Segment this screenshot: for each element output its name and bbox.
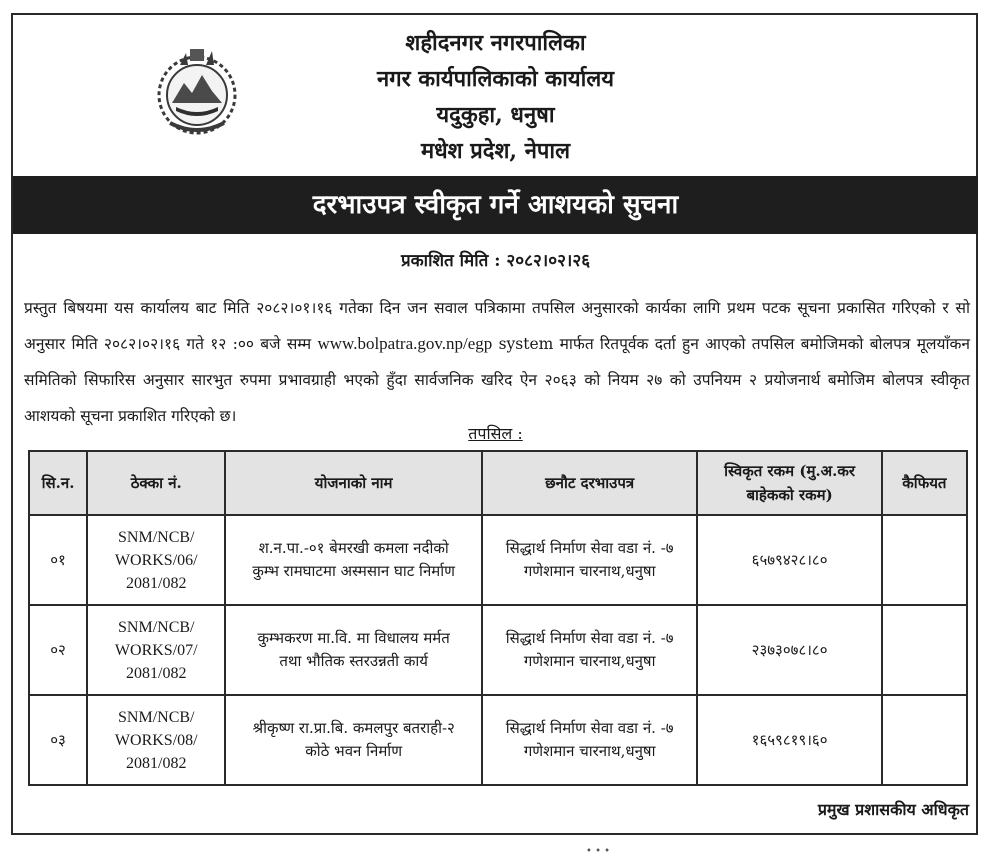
cell-amount: २३७३०७८।८० bbox=[697, 605, 881, 695]
body-paragraph-part2: system मार्फत रितपूर्वक दर्ता हुन आएको तपसिल बमोजिमको बोलपत्र मूलयाँकन समितिको सिफारिस अनुसार सारभुत रुपमा प्रभावग्राही भएको हुँदा सार्वजनिक खरिद ऐन २०६३ को नियम २७ को उपनियम २ प्रयोजनार्थ बमोजिम बोलपत्र स्वीकृत आशयको सूचना प्रकाशित गरिएको छ। bbox=[24, 335, 970, 425]
cell-bid: सिद्धार्थ निर्माण सेवा वडा नं. -७ गणेशमान चारनाथ,धनुषा bbox=[482, 605, 697, 695]
office-address: यदुकुहा, धनुषा bbox=[436, 102, 555, 128]
cell-sn: ०१ bbox=[29, 515, 87, 605]
bolpatra-link[interactable]: www.bolpatra.gov.np/egp bbox=[317, 334, 493, 353]
cell-amount: १६५९८१९।६० bbox=[697, 695, 881, 785]
table-header-row bbox=[29, 451, 967, 515]
municipality-name: शहीदनगर नगरपालिका bbox=[405, 30, 586, 56]
province-country: मधेश प्रदेश, नेपाल bbox=[420, 138, 571, 164]
col-header-remarks: कैफियत bbox=[882, 451, 967, 515]
notice-title-banner: दरभाउपत्र स्वीकृत गर्ने आशयको सुचना bbox=[13, 176, 978, 234]
notice-body bbox=[24, 290, 970, 434]
col-header-bid: छनौट दरभाउपत्र bbox=[482, 451, 697, 515]
published-date: प्रकाशित मिति : २०८२।०२।२६ bbox=[400, 251, 591, 271]
col-header-project: योजनाको नाम bbox=[225, 451, 482, 515]
cell-bid: सिद्धार्थ निर्माण सेवा वडा नं. -७ गणेशमान चारनाथ,धनुषा bbox=[482, 695, 697, 785]
works-table bbox=[28, 450, 968, 786]
body-paragraph-part1: प्रस्तुत बिषयमा यस कार्यालय बाट मिति २०८२।०१।१६ गतेका दिन जन सवाल पत्रिकामा तपसिल अनुसारको कार्यका लागि प्रथम पटक सूचना प्रकासित गरिएको र सो अनुसार मिति २०८२।०२।१६ गते १२ :०० बजे सम्म bbox=[24, 299, 970, 353]
col-header-sn: सि.न. bbox=[29, 451, 87, 515]
cell-amount: ६५७९४२८।८० bbox=[697, 515, 881, 605]
cell-project: श्रीकृष्ण रा.प्रा.बि. कमलपुर बतराही-२ कोठे भवन निर्माण bbox=[225, 695, 482, 785]
cell-remarks bbox=[882, 695, 967, 785]
col-header-amount: स्विकृत रकम (मु.अ.कर बाहेकको रकम) bbox=[697, 451, 881, 515]
cell-remarks bbox=[882, 515, 967, 605]
cell-contract-no: SNM/NCB/ WORKS/07/ 2081/082 bbox=[87, 605, 225, 695]
col-header-contract-no: ठेक्का नं. bbox=[87, 451, 225, 515]
cell-remarks bbox=[882, 605, 967, 695]
page-edge-dots: • • • bbox=[586, 846, 611, 857]
signature-title: प्रमुख प्रशासकीय अधिकृत bbox=[817, 800, 969, 819]
office-name: नगर कार्यपालिकाको कार्यालय bbox=[377, 66, 614, 92]
table-row bbox=[29, 695, 967, 785]
cell-contract-no: SNM/NCB/ WORKS/08/ 2081/082 bbox=[87, 695, 225, 785]
cell-sn: ०२ bbox=[29, 605, 87, 695]
schedule-label: तपसिल : bbox=[468, 424, 523, 443]
cell-project: श.न.पा.-०१ बेमरखी कमला नदीको कुम्भ रामघाटमा अस्मसान घाट निर्माण bbox=[225, 515, 482, 605]
table-row bbox=[29, 605, 967, 695]
table-row bbox=[29, 515, 967, 605]
cell-contract-no: SNM/NCB/ WORKS/06/ 2081/082 bbox=[87, 515, 225, 605]
cell-project: कुम्भकरण मा.वि. मा विधालय मर्मत तथा भौतिक स्तरउन्नती कार्य bbox=[225, 605, 482, 695]
cell-sn: ०३ bbox=[29, 695, 87, 785]
cell-bid: सिद्धार्थ निर्माण सेवा वडा नं. -७ गणेशमान चारनाथ,धनुषा bbox=[482, 515, 697, 605]
